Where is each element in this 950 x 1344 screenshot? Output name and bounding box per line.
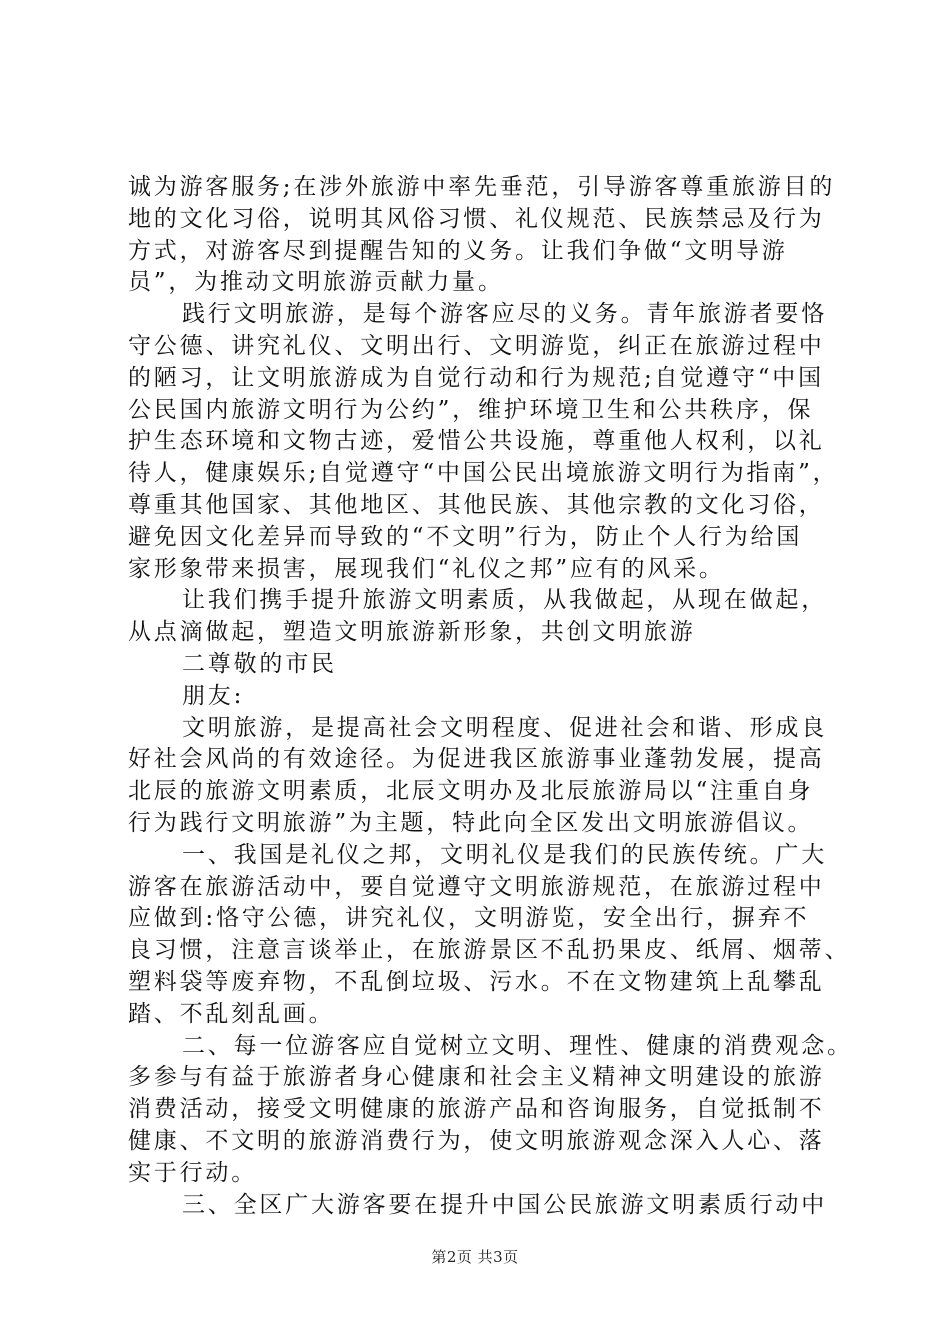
text-line: 塑料袋等废弃物，不乱倒垃圾、污水。不在文物建筑上乱攀乱 bbox=[128, 968, 825, 995]
text-line: 方式，对游客尽到提醒告知的义务。让我们争做“文明导游 bbox=[128, 237, 788, 264]
text-line: 朋友: bbox=[182, 682, 245, 709]
text-line: 护生态环境和文物古迹，爱惜公共设施，尊重他人权利，以礼 bbox=[128, 428, 825, 455]
text-line: 一、我国是礼仪之邦，文明礼仪是我们的民族传统。广大 bbox=[182, 841, 827, 868]
text-line: 实于行动。 bbox=[128, 1159, 257, 1186]
text-line: 地的文化习俗，说明其风俗习惯、礼仪规范、民族禁忌及行为 bbox=[128, 205, 825, 232]
text-line: 良习惯，注意言谈举止，在旅游景区不乱扔果皮、纸屑、烟蒂、 bbox=[128, 937, 851, 964]
text-line: 好社会风尚的有效途径。为促进我区旅游事业蓬勃发展，提高 bbox=[128, 746, 825, 773]
text-line: 公民国内旅游文明行为公约”，维护环境卫生和公共秩序，保 bbox=[128, 396, 814, 423]
text-line: 三、全区广大游客要在提升中国公民旅游文明素质行动中 bbox=[182, 1191, 827, 1218]
text-line: 尊重其他国家、其他地区、其他民族、其他宗教的文化习俗， bbox=[128, 491, 825, 518]
text-line: 践行文明旅游，是每个游客应尽的义务。青年旅游者要恪 bbox=[182, 301, 827, 328]
text-line: 的陋习，让文明旅游成为自觉行动和行为规范;自觉遵守“中国 bbox=[128, 364, 824, 391]
text-line: 行为践行文明旅游”为主题，特此向全区发出文明旅游倡议。 bbox=[128, 809, 814, 836]
text-line: 二尊敬的市民 bbox=[182, 650, 337, 677]
text-line: 员”，为推动文明旅游贡献力量。 bbox=[128, 269, 504, 296]
text-line: 待人，健康娱乐;自觉遵守“中国公民出境旅游文明行为指南”， bbox=[128, 460, 839, 487]
text-line: 守公德、讲究礼仪、文明出行、文明游览，纠正在旅游过程中 bbox=[128, 332, 825, 359]
text-line: 文明旅游，是提高社会文明程度、促进社会和谐、形成良 bbox=[182, 714, 827, 741]
text-line: 诚为游客服务;在涉外旅游中率先垂范，引导游客尊重旅游目的 bbox=[128, 174, 836, 200]
text-line: 应做到:恪守公德，讲究礼仪，文明游览，安全出行，摒弃不 bbox=[128, 905, 810, 932]
text-line: 游客在旅游活动中，要自觉遵守文明旅游规范，在旅游过程中 bbox=[128, 873, 825, 900]
text-line: 让我们携手提升旅游文明素质，从我做起，从现在做起， bbox=[182, 587, 827, 614]
text-line: 避免因文化差异而导致的“不文明”行为，防止个人行为给国 bbox=[128, 523, 803, 550]
text-line: 健康、不文明的旅游消费行为，使文明旅游观念深入人心、落 bbox=[128, 1127, 825, 1154]
text-line: 北辰的旅游文明素质，北辰文明办及北辰旅游局以“注重自身 bbox=[128, 778, 814, 805]
text-line: 从点滴做起，塑造文明旅游新形象，共创文明旅游 bbox=[128, 619, 696, 646]
text-line: 踏、不乱刻乱画。 bbox=[128, 1000, 335, 1027]
document-body bbox=[128, 172, 853, 1221]
text-line: 家形象带来损害，展现我们“礼仪之邦”应有的风采。 bbox=[128, 555, 725, 582]
text-line: 消费活动，接受文明健康的旅游产品和咨询服务，自觉抵制不 bbox=[128, 1096, 825, 1123]
page-footer: 第2页 共3页 bbox=[431, 1248, 519, 1266]
text-line: 多参与有益于旅游者身心健康和社会主义精神文明建设的旅游 bbox=[128, 1064, 825, 1091]
text-line: 二、每一位游客应自觉树立文明、理性、健康的消费观念。 bbox=[182, 1032, 853, 1059]
